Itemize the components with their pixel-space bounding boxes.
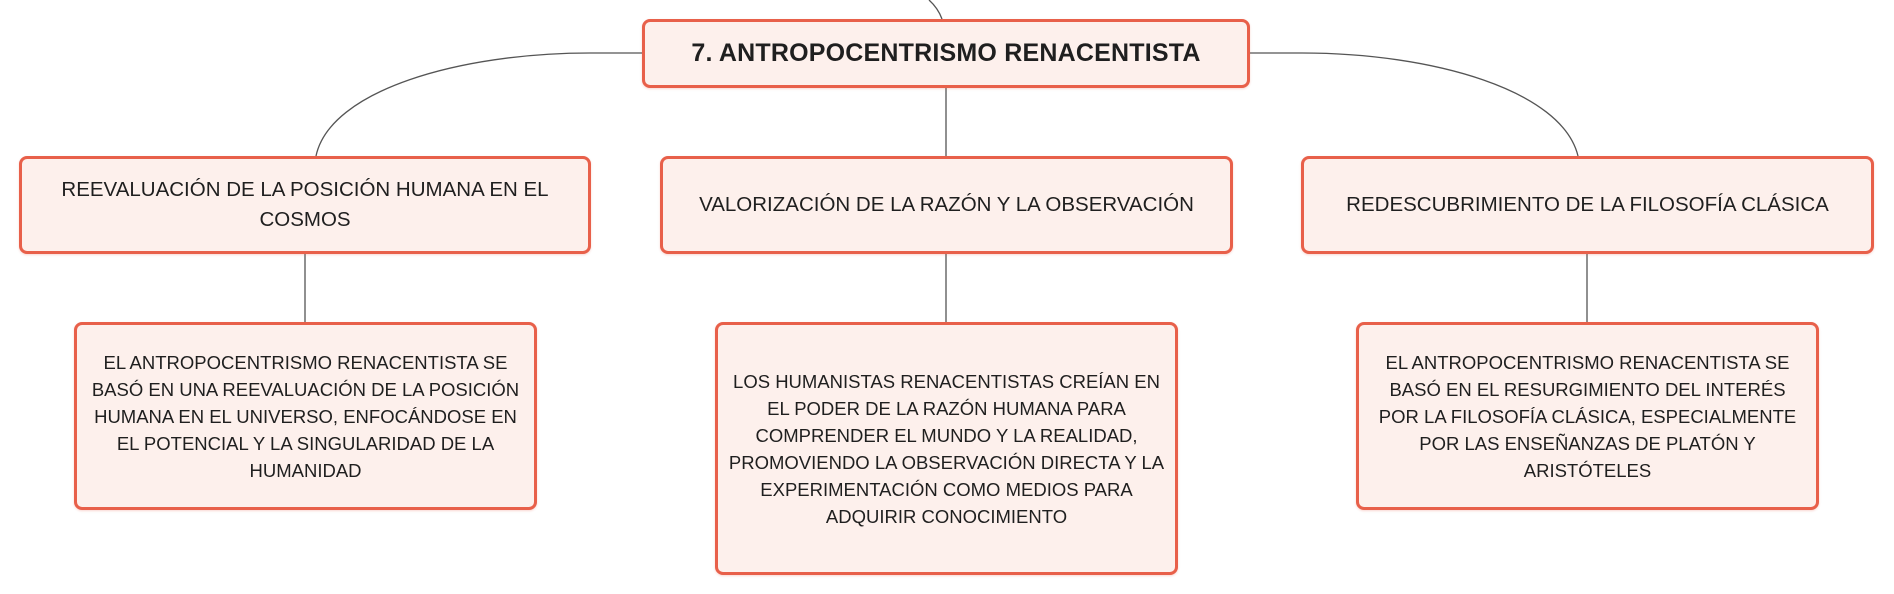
- connector-parent-to-root: [929, 0, 942, 19]
- central-topic-node[interactable]: [642, 19, 1250, 88]
- topic-node-redescubrimiento[interactable]: [1301, 156, 1874, 254]
- detail-text: LOS HUMANISTAS RENACENTISTAS CREÍAN EN EL PODER DE LA RAZÓN HUMANA PARA COMPRENDER EL MUNDO Y LA REALIDAD, PROMOVIENDO LA OBSERVACIÓN DIRECTA Y LA EXPERIMENTACIÓN COMO MEDIOS PARA ADQUIRIR CONOCIMIENTO: [728, 370, 1165, 527]
- detail-node-redescubrimiento[interactable]: [1356, 322, 1819, 510]
- topic-node-reevaluacion[interactable]: [19, 156, 591, 254]
- connector-root-to-topic-3: [1250, 53, 1578, 156]
- detail-text: EL ANTROPOCENTRISMO RENACENTISTA SE BASÓ EN EL RESURGIMIENTO DEL INTERÉS POR LA FILOSOFÍA CLÁSICA, ESPECIALMENTE POR LAS ENSEÑANZAS DE PLATÓN Y ARISTÓTELES: [1378, 351, 1797, 481]
- topic-label: REDESCUBRIMIENTO DE LA FILOSOFÍA CLÁSICA: [1346, 193, 1829, 216]
- central-topic-title: 7. ANTROPOCENTRISMO RENACENTISTA: [691, 39, 1201, 67]
- topic-label: REEVALUACIÓN DE LA POSICIÓN HUMANA EN EL COSMOS: [61, 178, 549, 231]
- connector-root-to-topic-1: [316, 53, 642, 156]
- topic-label: VALORIZACIÓN DE LA RAZÓN Y LA OBSERVACIÓN: [699, 193, 1194, 216]
- detail-node-valorizacion[interactable]: [715, 322, 1178, 575]
- detail-node-reevaluacion[interactable]: [74, 322, 537, 510]
- topic-node-valorizacion[interactable]: [660, 156, 1233, 254]
- detail-text: EL ANTROPOCENTRISMO RENACENTISTA SE BASÓ EN UNA REEVALUACIÓN DE LA POSICIÓN HUMANA EN EL UNIVERSO, ENFOCÁNDOSE EN EL POTENCIAL Y LA SINGULARIDAD DE LA HUMANIDAD: [91, 351, 520, 481]
